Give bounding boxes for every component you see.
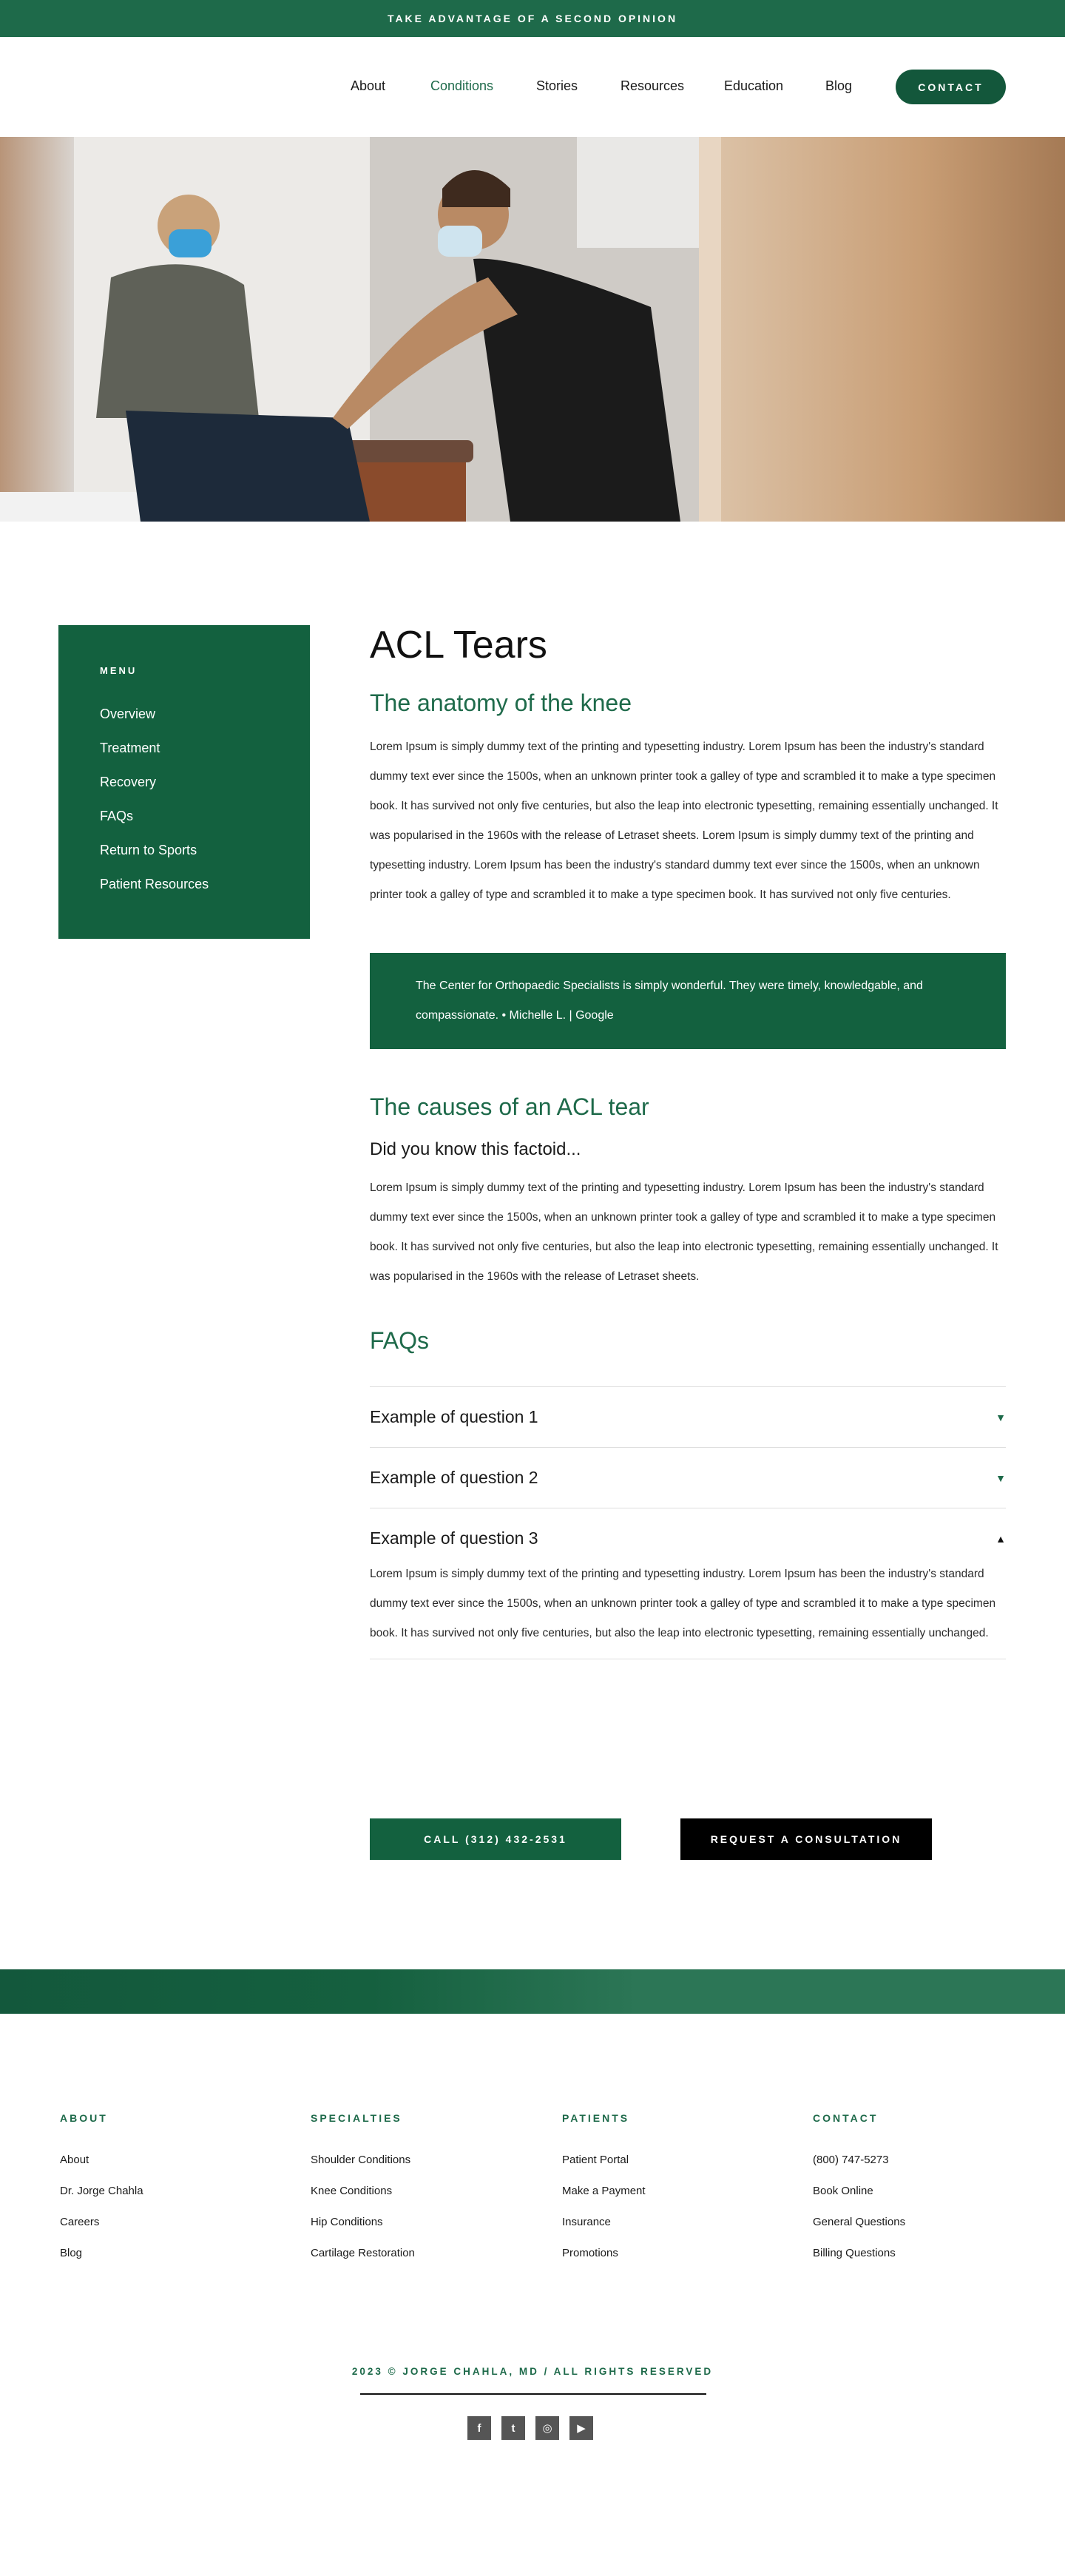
footer-link[interactable]: Billing Questions xyxy=(813,2247,896,2259)
nav-resources[interactable]: Resources xyxy=(621,78,685,93)
nav-education[interactable]: Education xyxy=(724,78,784,93)
sidebar-title: MENU xyxy=(100,665,138,676)
sidebar-item-return-to-sports[interactable]: Return to Sports xyxy=(100,843,197,857)
footer-link[interactable]: Hip Conditions xyxy=(311,2216,383,2228)
nav-conditions[interactable]: Conditions xyxy=(430,78,494,93)
faq-item[interactable] xyxy=(370,1448,1006,1508)
footer-column-contact xyxy=(813,2112,1035,2269)
footer-link[interactable]: Patient Portal xyxy=(562,2154,629,2166)
quote-text: The Center for Orthopaedic Specialists is simply wonderful. They were timely, knowledgable, and compassionate. • Michelle L. | Google xyxy=(416,980,923,1022)
nav-about[interactable]: About xyxy=(351,78,386,93)
twitter-icon[interactable]: t xyxy=(501,2416,525,2440)
causes-text: Lorem Ipsum is simply dummy text of the printing and typesetting industry. Lorem Ipsum has been the industry's standard dummy text ever since the 1500s, when an unknown printer took a galley of type and scrambled it to make a type specimen book. It has survived not only five centuries, but also the leap into electronic typesetting, remaining essentially unchanged. It was popularised in the 1960s with the release of Letraset sheets. xyxy=(370,1181,998,1283)
chevron-down-icon[interactable]: ▼ xyxy=(995,1471,1006,1484)
faq-heading: FAQs xyxy=(370,1327,430,1354)
facebook-icon[interactable]: f xyxy=(467,2416,491,2440)
footer-link[interactable]: Knee Conditions xyxy=(311,2185,393,2197)
main-content xyxy=(370,621,1006,1659)
testimonial-quote xyxy=(370,953,1006,1049)
footer-columns xyxy=(0,2112,1065,2275)
sidebar-item-recovery[interactable]: Recovery xyxy=(100,775,157,789)
footer-link[interactable]: Careers xyxy=(60,2216,100,2228)
footer-link[interactable]: Promotions xyxy=(562,2247,618,2259)
page-title: ACL Tears xyxy=(370,624,547,667)
copyright-divider xyxy=(360,2393,706,2395)
nav-stories[interactable]: Stories xyxy=(536,78,578,93)
faq-accordion xyxy=(370,1386,1006,1659)
main-nav xyxy=(0,37,1065,137)
social-links xyxy=(467,2416,593,2440)
footer-link[interactable]: Insurance xyxy=(562,2216,611,2228)
footer-link[interactable]: General Questions xyxy=(813,2216,906,2228)
sidebar-menu xyxy=(58,625,310,939)
contact-button[interactable]: CONTACT xyxy=(896,70,1006,104)
footer-link[interactable]: (800) 747-5273 xyxy=(813,2154,889,2166)
hero-photo xyxy=(0,137,1065,522)
footer-column-title: ABOUT xyxy=(60,2112,108,2124)
youtube-icon[interactable]: ▶ xyxy=(569,2416,593,2440)
footer-column-patients xyxy=(562,2112,784,2269)
faq-answer: Lorem Ipsum is simply dummy text of the printing and typesetting industry. Lorem Ipsum has been the industry's standard dummy text ever since the 1500s, when an unknown printer took a galley of type and scrambled it to make a type specimen book. It has survived not only five centuries, but also the leap into electronic typesetting, remaining essentially unchanged. xyxy=(370,1568,996,1639)
anatomy-heading: The anatomy of the knee xyxy=(370,689,632,716)
request-consultation-button[interactable]: REQUEST A CONSULTATION xyxy=(680,1818,932,1860)
footer-column-title: CONTACT xyxy=(813,2112,879,2124)
footer-column-title: SPECIALTIES xyxy=(311,2112,402,2124)
footer-link[interactable]: Dr. Jorge Chahla xyxy=(60,2185,143,2197)
causes-heading: The causes of an ACL tear xyxy=(370,1093,649,1120)
footer-link[interactable]: Blog xyxy=(60,2247,83,2259)
faq-item[interactable] xyxy=(370,1508,1006,1659)
chevron-down-icon[interactable]: ▼ xyxy=(995,1411,1006,1423)
copyright-text: 2023 © JORGE CHAHLA, MD / ALL RIGHTS RESERVED xyxy=(351,2366,714,2377)
footer-link[interactable]: About xyxy=(60,2154,89,2166)
faq-question-row[interactable] xyxy=(370,1448,1006,1508)
site-header xyxy=(0,37,1065,137)
cta-row xyxy=(370,1818,1006,1860)
faq-question: Example of question 1 xyxy=(370,1407,538,1426)
sidebar-item-overview[interactable]: Overview xyxy=(100,707,156,721)
factoid-subhead: Did you know this factoid... xyxy=(370,1139,581,1159)
hero-image xyxy=(0,137,1065,522)
call-button[interactable]: CALL (312) 432-2531 xyxy=(370,1818,621,1860)
footer-link[interactable]: Shoulder Conditions xyxy=(311,2154,411,2166)
sidebar-item-faqs[interactable]: FAQs xyxy=(100,809,134,823)
chevron-up-icon[interactable]: ▲ xyxy=(995,1532,1006,1545)
footer-link[interactable]: Cartilage Restoration xyxy=(311,2247,415,2259)
footer-column-title: PATIENTS xyxy=(562,2112,630,2124)
promo-banner[interactable] xyxy=(0,0,1065,37)
footer-band xyxy=(0,1969,1065,2014)
footer-column-specialties xyxy=(311,2112,532,2269)
anatomy-text: Lorem Ipsum is simply dummy text of the printing and typesetting industry. Lorem Ipsum has been the industry's standard dummy text ever since the 1500s, when an unknown printer took a galley of type and scrambled it to make a type specimen book. It has survived not only five centuries, but also the leap into electronic typesetting, remaining essentially unchanged. It was popularised in the 1960s with the release of Letraset sheets. Lorem Ipsum is simply dummy text of the printing and typesetting industry. Lorem Ipsum has been the industry's standard dummy text ever since the 1500s, when an unknown printer took a galley of type and scrambled it to make a type specimen book. It has survived not only five centuries. xyxy=(370,741,998,901)
sidebar-item-treatment[interactable]: Treatment xyxy=(100,741,160,755)
promo-text: TAKE ADVANTAGE OF A SECOND OPINION xyxy=(387,13,678,24)
footer-column-about xyxy=(60,2112,282,2269)
sidebar-item-patient-resources[interactable]: Patient Resources xyxy=(100,877,209,891)
footer-link[interactable]: Make a Payment xyxy=(562,2185,646,2197)
faq-question: Example of question 3 xyxy=(370,1528,538,1548)
footer-link[interactable]: Book Online xyxy=(813,2185,873,2197)
faq-item[interactable] xyxy=(370,1387,1006,1448)
nav-blog[interactable]: Blog xyxy=(825,78,853,93)
faq-question-row[interactable] xyxy=(370,1387,1006,1447)
instagram-icon[interactable]: ◎ xyxy=(535,2416,559,2440)
faq-question: Example of question 2 xyxy=(370,1468,538,1487)
